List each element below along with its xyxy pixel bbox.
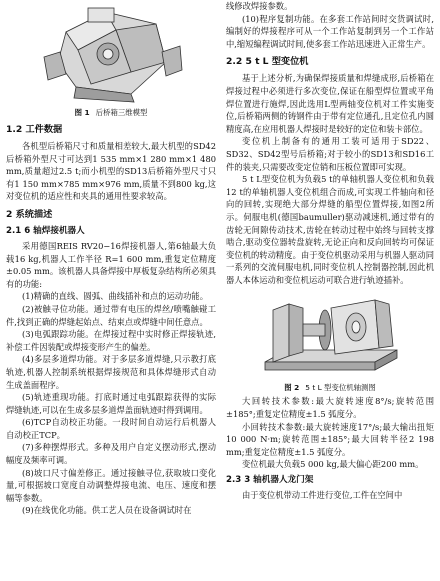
feature-10: (10)程序复制功能。在多套工作站间时交货调试时,编制好的焊接程序可从一个工作站复制到另一个工作站中,缩短编程调试时间,使多套工作站迅速进入正常生产。 [226,13,434,49]
right-column [226,0,434,502]
section-2-1-paragraph: 采用德国REIS RV20−16焊接机器人,第6轴最大负载16 kg,机器人工作半径 R=1 600 mm,重复定位精度±0.05 mm。该机器人具备焊接中厚板复杂结构所必须具有的功能: [6,240,216,289]
section-2-2-title: 2.2 5 t L 型变位机 [226,56,309,68]
feature-4: (4)多层多道焊功能。对于多层多道焊缝,只示教打底轨迹,机器人控制系统根据焊接规范和具体焊缝形式自动生成盖面程序。 [6,354,216,390]
section-2-3-paragraph: 由于变位机带动工件进行变位,工件在空间中 [242,490,403,501]
section-2-2-paragraph-3: 5 t L型变位机为负载5 t的单轴机器人变位机和负载12 t的单轴机器人变位机组合而成,可实现工件轴向和径向的回转,实现绝大部分焊缝的船型位置焊接,如图2所示。伺服电机(德国baumuller)驱动减速机,通过带有的齿轮无间隙传动技术,齿轮在转动过程中始终与回转支撑啮合,驱动变位器转盘旋转,无论正向和反向回转均可保证变位机的转动精度。由于变位机驱动采用与机器人驱动同一系列的交流伺服电机,同时变位机人控制器控制,因此机器人本体运动和变位机运动可联合进行轨迹插补。 [226,174,434,285]
feature-6: (6)TCP自动校正功能。一段时间自动运行后机器人自动校正TCP。 [6,417,216,440]
figure-2-number: 图 2 [284,383,300,393]
left-column [6,0,216,517]
section-1-2-paragraph: 各机型后桥箱尺寸和质量相差较大,最大机型的SD42后桥箱外型尺寸可达到1 535 mm×1 280 mm×1 480 mm,质量超过2.5 t;而小机型的SD13后桥箱外型尺寸只有1 150 mm×785 mm×976 mm,质量不到800 kg,这对变位机的适应性和夹具的通用性要求较高。 [6,141,216,202]
section-2-2-paragraph-2: 变位机上制备有的通用工装可适用于SD22、SD32、SD42型号后桥箱;对于较小的SD13和SD16工件的装夹,只需要改变定位销和压板位置即可实现。 [226,136,434,172]
section-2-title: 2 系统描述 [6,208,53,220]
continued-text: 线修改焊接参数。 [226,1,293,11]
figure-1-caption: 后桥箱三维模型 [95,108,148,117]
feature-3: (3)电弧跟踪功能。在焊接过程中实时修正焊接轨迹,补偿工件因装配或焊接变形产生的偏差。 [6,329,216,352]
feature-5: (5)轨迹重现功能。打底时通过电弧跟踪获得的实际焊缝轨迹,可以在生成多层多道焊盖面轨迹时得到调用。 [6,392,216,415]
positioner-load-specs: 变位机最大负载5 000 kg,最大偏心距200 mm。 [242,459,424,470]
section-2-2-paragraph-1: 基于上述分析,为确保焊接质量和焊缝成形,后桥箱在焊接过程中必须进行多次变位,保证在船型焊位置或平角焊位置进行施焊,因此选用L型两轴变位机对工件实施变位,后桥箱两侧的铸钢件由于带有定位通孔,且定位孔内圆精度高,在应用机器人焊接时是较好的定位和装卡部位。 [226,73,434,134]
figure-1-number: 图 1 [74,108,90,117]
section-2-1-title: 2.1 6 轴焊接机器人 [6,225,85,236]
large-rotation-specs: 大回转技术参数:最大旋转速度8°/s;旋转范围±185°;重复定位精度±1.5 弧度分。 [226,396,434,420]
feature-7: (7)多种摆焊形式。多种及用户自定义摆动形式,摆动幅度及频率可调。 [6,442,216,466]
feature-9: (9)在线优化功能。供工艺人员在设备调试时在 [22,505,192,516]
figure-2-caption: 5 t L 型变位机轴测图 [305,383,376,393]
small-rotation-specs: 小回转技术参数:最大旋转速度17°/s;最大输出扭矩10 000 N·m;旋转范围±185°;最大回转半径2 198 mm;重复定位精度±1.5 弧度分。 [226,421,434,457]
section-2-3-title: 2.3 3 轴机器人龙门架 [226,475,314,486]
rear-axle-3d-model-figure [36,2,186,105]
feature-1: (1)精确的直线、圆弧、曲线插补和点的运动功能。 [22,291,208,302]
feature-8: (8)坡口尺寸偏差修正。通过接触寻位,获取坡口变化量,可根据坡口宽度自动调整焊接电流、电压、速度和摆幅等参数。 [6,467,216,503]
section-1-2-title: 1.2 工件数据 [6,124,63,135]
l-type-positioner-figure [255,290,405,380]
feature-2: (2)被触寻位功能。通过带有电压的焊丝/喷嘴触碰工件,找到正确的焊缝起始点、结束点或焊缝中间任意点。 [6,303,216,327]
